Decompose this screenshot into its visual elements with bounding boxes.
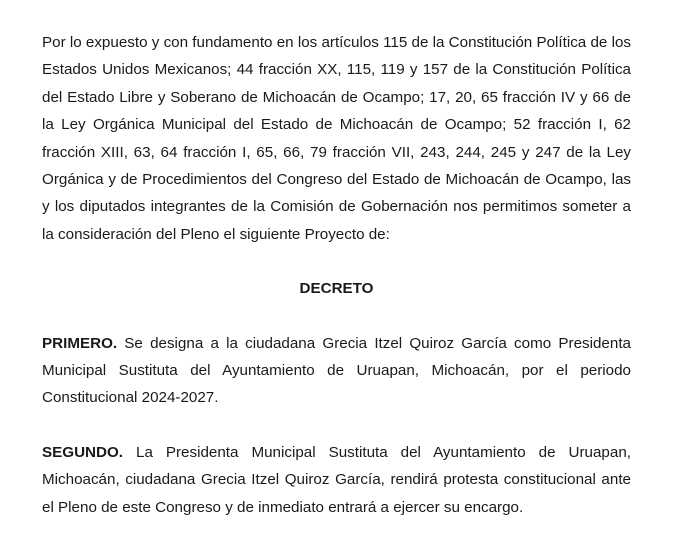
spacer bbox=[42, 248, 631, 275]
article-first-label: PRIMERO. bbox=[42, 334, 118, 352]
article-first bbox=[42, 330, 631, 412]
article-second bbox=[42, 439, 631, 521]
article-second-text: La Presidenta Municipal Sustituta del Ayuntamiento de Uruapan, Michoacán, ciudadana Grecia Itzel Quiroz García, rendirá protesta constitucional ante el Pleno de este Congreso y de inmediato entrará a ejercer su encargo. bbox=[42, 443, 631, 516]
decree-heading: DECRETO bbox=[299, 280, 374, 298]
article-first-text: Se designa a la ciudadana Grecia Itzel Quiroz García como Presidenta Municipal Sustituta del Ayuntamiento de Uruapan, Michoacán, por el periodo Constitucional 2024-2027. bbox=[42, 334, 631, 407]
spacer bbox=[42, 412, 631, 439]
article-second-label: SEGUNDO. bbox=[42, 443, 124, 461]
spacer bbox=[42, 303, 631, 330]
intro-paragraph: Por lo expuesto y con fundamento en los artículos 115 de la Constitución Política de los Estados Unidos Mexicanos; 44 fracción XX, 115, 119 y 157 de la Constitución Política del Estado Libre y Soberano de Michoacán de Ocampo; 17, 20, 65 fracción IV y 66 de la Ley Orgánica Municipal del Estado de Michoacán de Ocampo; 52 fracción I, 62 fracción XIII, 63, 64 fracción I, 65, 66, 79 fracción VII, 243, 244, 245 y 247 de la Ley Orgánica y de Procedimientos del Congreso del Estado de Michoacán de Ocampo, las y los diputados integrantes de la Comisión de Gobernación nos permitimos someter a la consideración del Pleno el siguiente Proyecto de: bbox=[42, 34, 632, 243]
